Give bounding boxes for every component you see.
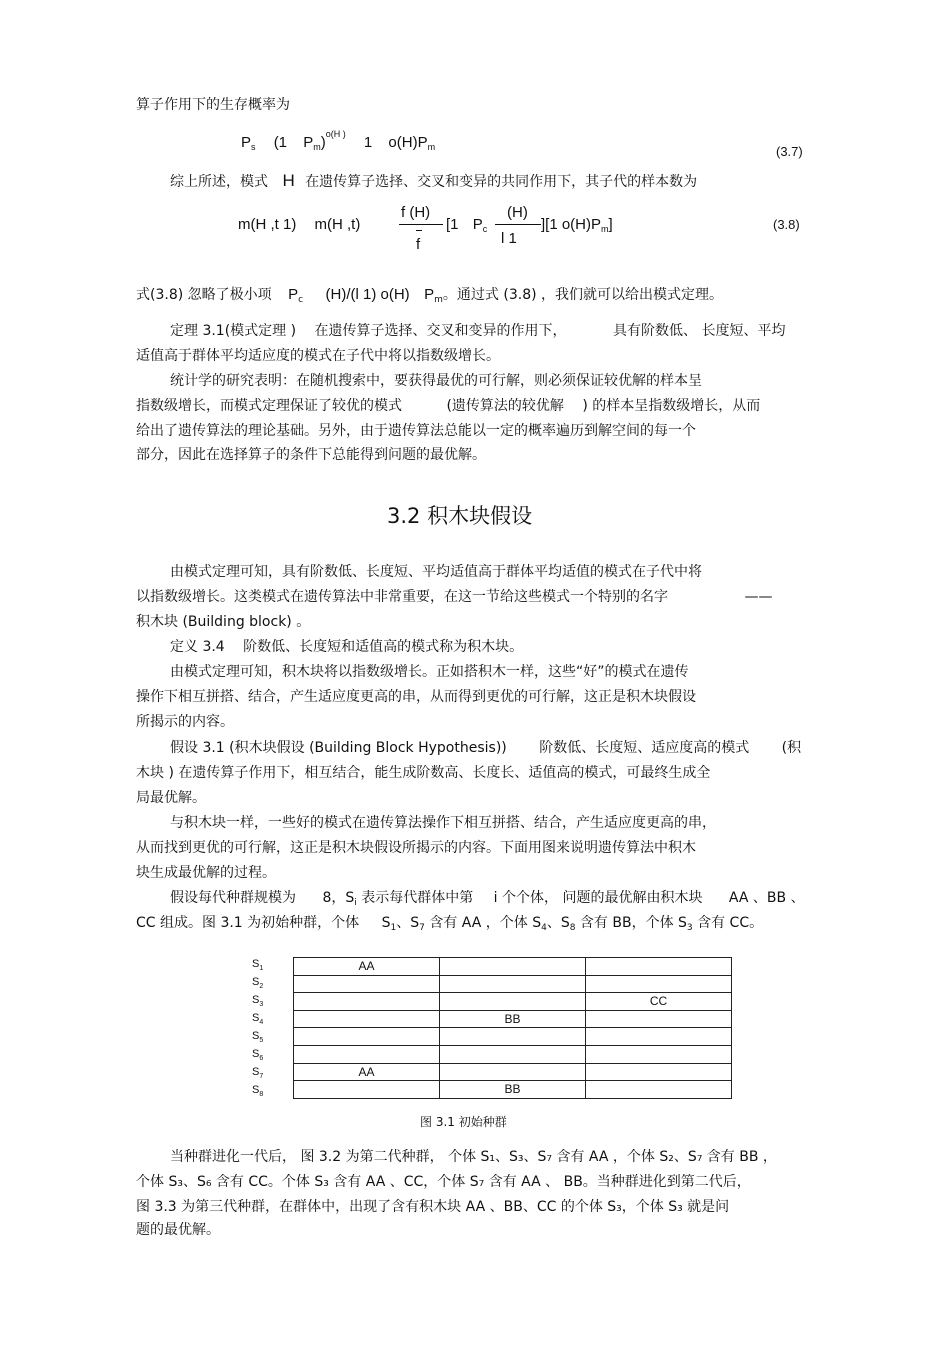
population-cell [586, 1028, 732, 1046]
population-cell: BB [440, 1081, 586, 1099]
population-cell [586, 1045, 732, 1063]
population-cell [294, 1081, 440, 1099]
theorem-line-2: 适值高于群体平均适应度的模式在子代中将以指数级增长。 [136, 348, 500, 364]
population-cell [440, 1045, 586, 1063]
population-cell [294, 993, 440, 1011]
population-cell: BB [440, 1010, 586, 1028]
population-cell: CC [586, 993, 732, 1011]
individual-label: $S_1$ [252, 958, 264, 972]
fraction-1-bar [399, 224, 443, 225]
intro-text: 算子作用下的生存概率为 [136, 97, 290, 113]
population-cell [294, 1028, 440, 1046]
population-cell [440, 1028, 586, 1046]
p5-line-1: 当种群进化一代后， 图 3.2 为第二代种群， 个体 S₁、S₃、S₇ 含有 AA ，个体 S₂、S₇ 含有 BB ， [170, 1149, 777, 1165]
p2-line-3: 所揭示的内容。 [136, 714, 234, 730]
population-cell: AA [294, 1063, 440, 1081]
equation-3-8-bracket: [1 $P_c$ [446, 216, 488, 234]
population-cell [586, 1081, 732, 1099]
population-row [294, 1081, 732, 1099]
f-bar-mark [416, 230, 422, 231]
equation-3-8-label: (3.8) [773, 217, 800, 232]
equation-3-7: $P_s$ (1 $P_m)^{o(H )}$ 1 $o(H)P_m$ [241, 129, 436, 152]
fraction-1-denominator: f [416, 236, 421, 253]
p5-line-2: 个体 S₃、S₆ 含有 CC。个体 S₃ 含有 AA 、CC，个体 S₇ 含有 AA 、 BB。当种群进化到第二代后， [136, 1174, 751, 1190]
definition: 定义 3.4 阶数低、长度短和适值高的模式称为积木块。 [170, 639, 524, 655]
initial-population-table [293, 957, 732, 1099]
population-cell [586, 1063, 732, 1081]
stats-line-2: 指数级增长，而模式定理保证了较优的模式 (遗传算法的较优解 ) 的样本呈指数级增长，从而 [136, 398, 761, 414]
p4-line-1: 假设每代种群规模为 8，$S_i$ 表示每代群体中第 i 个个体， 问题的最优解由积木块 AA 、BB 、 [170, 890, 805, 908]
population-row [294, 975, 732, 993]
p5-line-3: 图 3.3 为第三代种群，在群体中，出现了含有积木块 AA 、BB、CC 的个体 S₃，个体 S₃ 就是问 [136, 1199, 730, 1215]
individual-label: $S_5$ [252, 1030, 264, 1044]
individual-label: $S_2$ [252, 976, 264, 990]
population-cell [440, 993, 586, 1011]
population-cell [586, 958, 732, 976]
population-cell [440, 975, 586, 993]
section-title: 3.2 积木块假设 [387, 504, 533, 528]
individual-label: $S_3$ [252, 994, 264, 1008]
p1-line-1: 由模式定理可知，具有阶数低、长度短、平均适值高于群体平均适值的模式在子代中将 [170, 564, 702, 580]
population-row [294, 1045, 732, 1063]
equation-3-8-rest: ][1 $o(H)P_m$] [541, 216, 613, 234]
population-row [294, 993, 732, 1011]
population-cell [294, 1045, 440, 1063]
fraction-2-denominator: l 1 [501, 230, 517, 247]
figure-caption: 图 3.1 初始种群 [420, 1115, 507, 1129]
hypothesis-line-1: 假设 3.1 (积木块假设 (Building Block Hypothesis)) 阶数低、长度短、适应度高的模式 (积 [170, 740, 802, 756]
individual-label: $S_7$ [252, 1066, 264, 1080]
stats-line-3: 给出了遗传算法的理论基础。另外，由于遗传算法总能以一定的概率遍历到解空间的每一个 [136, 423, 696, 439]
stats-line-4: 部分，因此在选择算子的条件下总能得到问题的最优解。 [136, 447, 486, 463]
equation-3-7-label: (3.7) [776, 144, 803, 159]
stats-line-1: 统计学的研究表明：在随机搜索中，要获得最优的可行解，则必须保证较优解的样本呈 [170, 373, 702, 389]
population-cell [294, 975, 440, 993]
population-cell: AA [294, 958, 440, 976]
p3-line-1: 与积木块一样，一些好的模式在遗传算法操作下相互拼搭、结合，产生适应度更高的串， [170, 815, 716, 831]
summary-text: 综上所述，模式 H 在遗传算子选择、交叉和变异的共同作用下，其子代的样本数为 [170, 171, 698, 190]
fraction-1-numerator: f (H) [401, 204, 431, 221]
hypothesis-line-2: 木块 ) 在遗传算子作用下，相互结合，能生成阶数高、长度长、适值高的模式，可最终生成全 [136, 765, 711, 781]
individual-label: $S_6$ [252, 1048, 264, 1062]
equation-3-8-lhs: m(H ,t 1) m(H ,t) [238, 216, 361, 233]
population-row [294, 958, 732, 976]
p4-line-2: CC 组成。图 3.1 为初始种群，个体 $S_1$、$S_7$ 含有 AA ，个体 $S_4$、$S_8$ 含有 BB，个体 $S_3$ 含有 CC。 [136, 915, 764, 933]
individual-label: $S_8$ [252, 1084, 264, 1098]
population-cell [586, 975, 732, 993]
population-row [294, 1028, 732, 1046]
hypothesis-line-3: 局最优解。 [136, 790, 206, 806]
fraction-2-numerator: (H) [507, 204, 528, 221]
population-row [294, 1010, 732, 1028]
population-row [294, 1063, 732, 1081]
fraction-2-bar [495, 224, 541, 225]
population-cell [440, 1063, 586, 1081]
p3-line-3: 块生成最优解的过程。 [136, 865, 276, 881]
p5-line-4: 题的最优解。 [136, 1222, 220, 1238]
p1-line-3: 积木块 (Building block) 。 [136, 614, 311, 630]
population-cell [294, 1010, 440, 1028]
individual-label: $S_4$ [252, 1012, 264, 1026]
population-cell [586, 1010, 732, 1028]
p2-line-2: 操作下相互拼搭、结合，产生适应度更高的串，从而得到更优的可行解，这正是积木块假设 [136, 689, 696, 705]
omit-text: 式(3.8) 忽略了极小项 $P_c$ (H)/(l 1) o(H) $P_m$。通过式 (3.8) ，我们就可以给出模式定理。 [136, 286, 724, 305]
p2-line-1: 由模式定理可知，积木块将以指数级增长。正如搭积木一样，这些“好”的模式在遗传 [170, 664, 689, 680]
population-cell [440, 958, 586, 976]
p1-line-2: 以指数级增长。这类模式在遗传算法中非常重要，在这一节给这些模式一个特别的名字 —— [136, 589, 773, 605]
p3-line-2: 从而找到更优的可行解，这正是积木块假设所揭示的内容。下面用图来说明遗传算法中积木 [136, 840, 696, 856]
theorem-line-1: 定理 3.1(模式定理 ) 在遗传算子选择、交叉和变异的作用下， 具有阶数低、 长度短、平均 [170, 323, 786, 339]
